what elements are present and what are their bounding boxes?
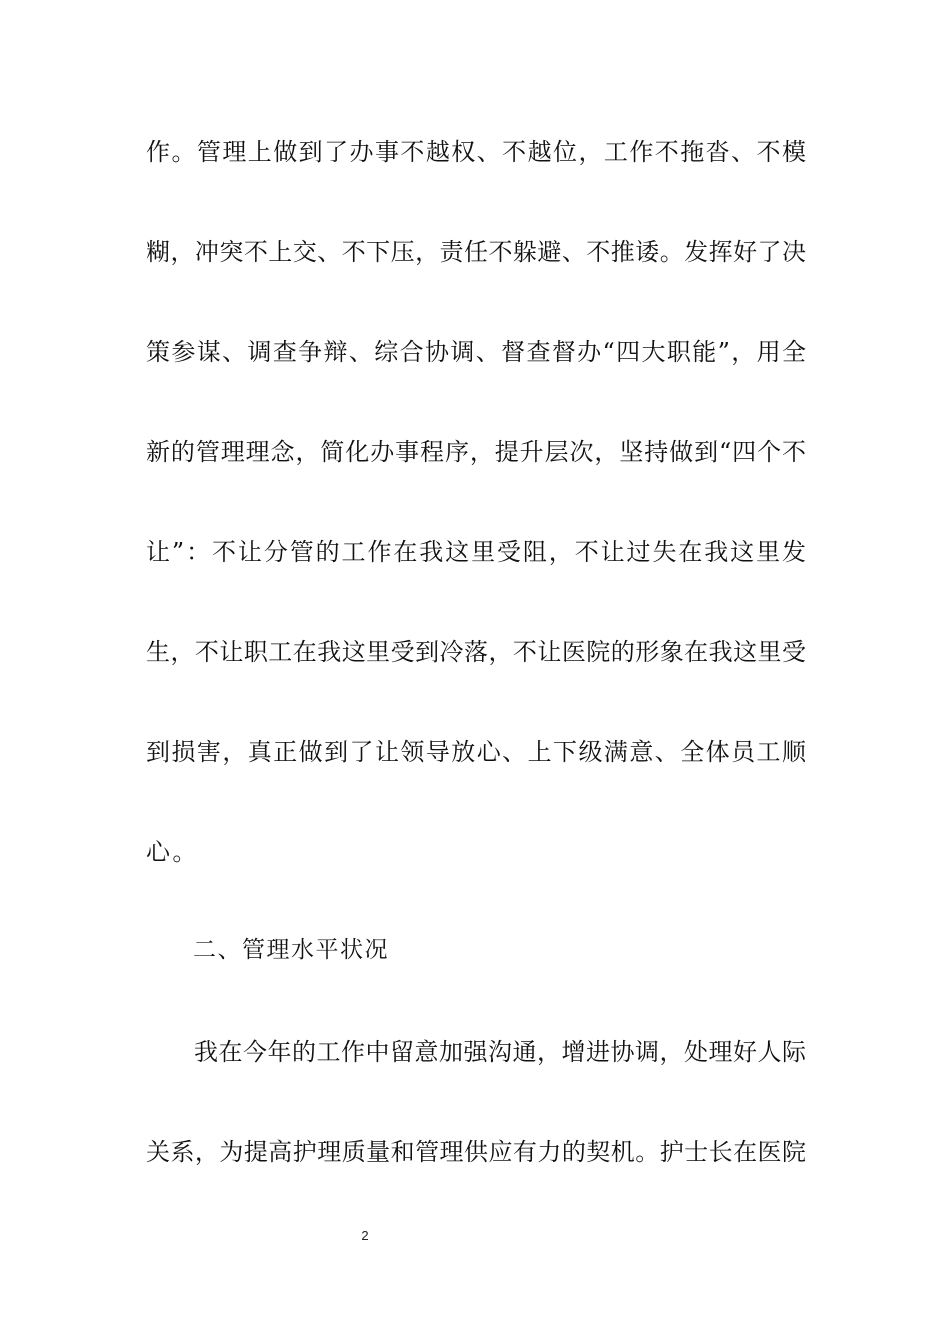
paragraph-line: 新的管理理念，简化办事程序，提升层次，坚持做到“四个不 bbox=[146, 438, 806, 466]
section-heading: 二、管理水平状况 bbox=[193, 937, 389, 963]
paragraph-line: 心。 bbox=[146, 838, 199, 866]
paragraph-line: 生，不让职工在我这里受到冷落，不让医院的形象在我这里受 bbox=[146, 638, 806, 666]
paragraph-line: 让”：不让分管的工作在我这里受阻，不让过失在我这里发 bbox=[146, 538, 806, 566]
paragraph-line: 关系，为提高护理质量和管理供应有力的契机。护士长在医院 bbox=[146, 1138, 806, 1166]
paragraph-line: 作。管理上做到了办事不越权、不越位，工作不拖沓、不模 bbox=[146, 138, 806, 166]
paragraph-line: 我在今年的工作中留意加强沟通，增进协调，处理好人际 bbox=[194, 1038, 806, 1066]
paragraph-line: 糊，冲突不上交、不下压，责任不躲避、不推诿。发挥好了决 bbox=[146, 238, 806, 266]
paragraph-line: 到损害，真正做到了让领导放心、上下级满意、全体员工顺 bbox=[146, 738, 806, 766]
paragraph-line: 策参谋、调查争辩、综合协调、督查督办“四大职能”，用全 bbox=[146, 338, 806, 366]
page-number: 2 bbox=[361, 1228, 369, 1243]
